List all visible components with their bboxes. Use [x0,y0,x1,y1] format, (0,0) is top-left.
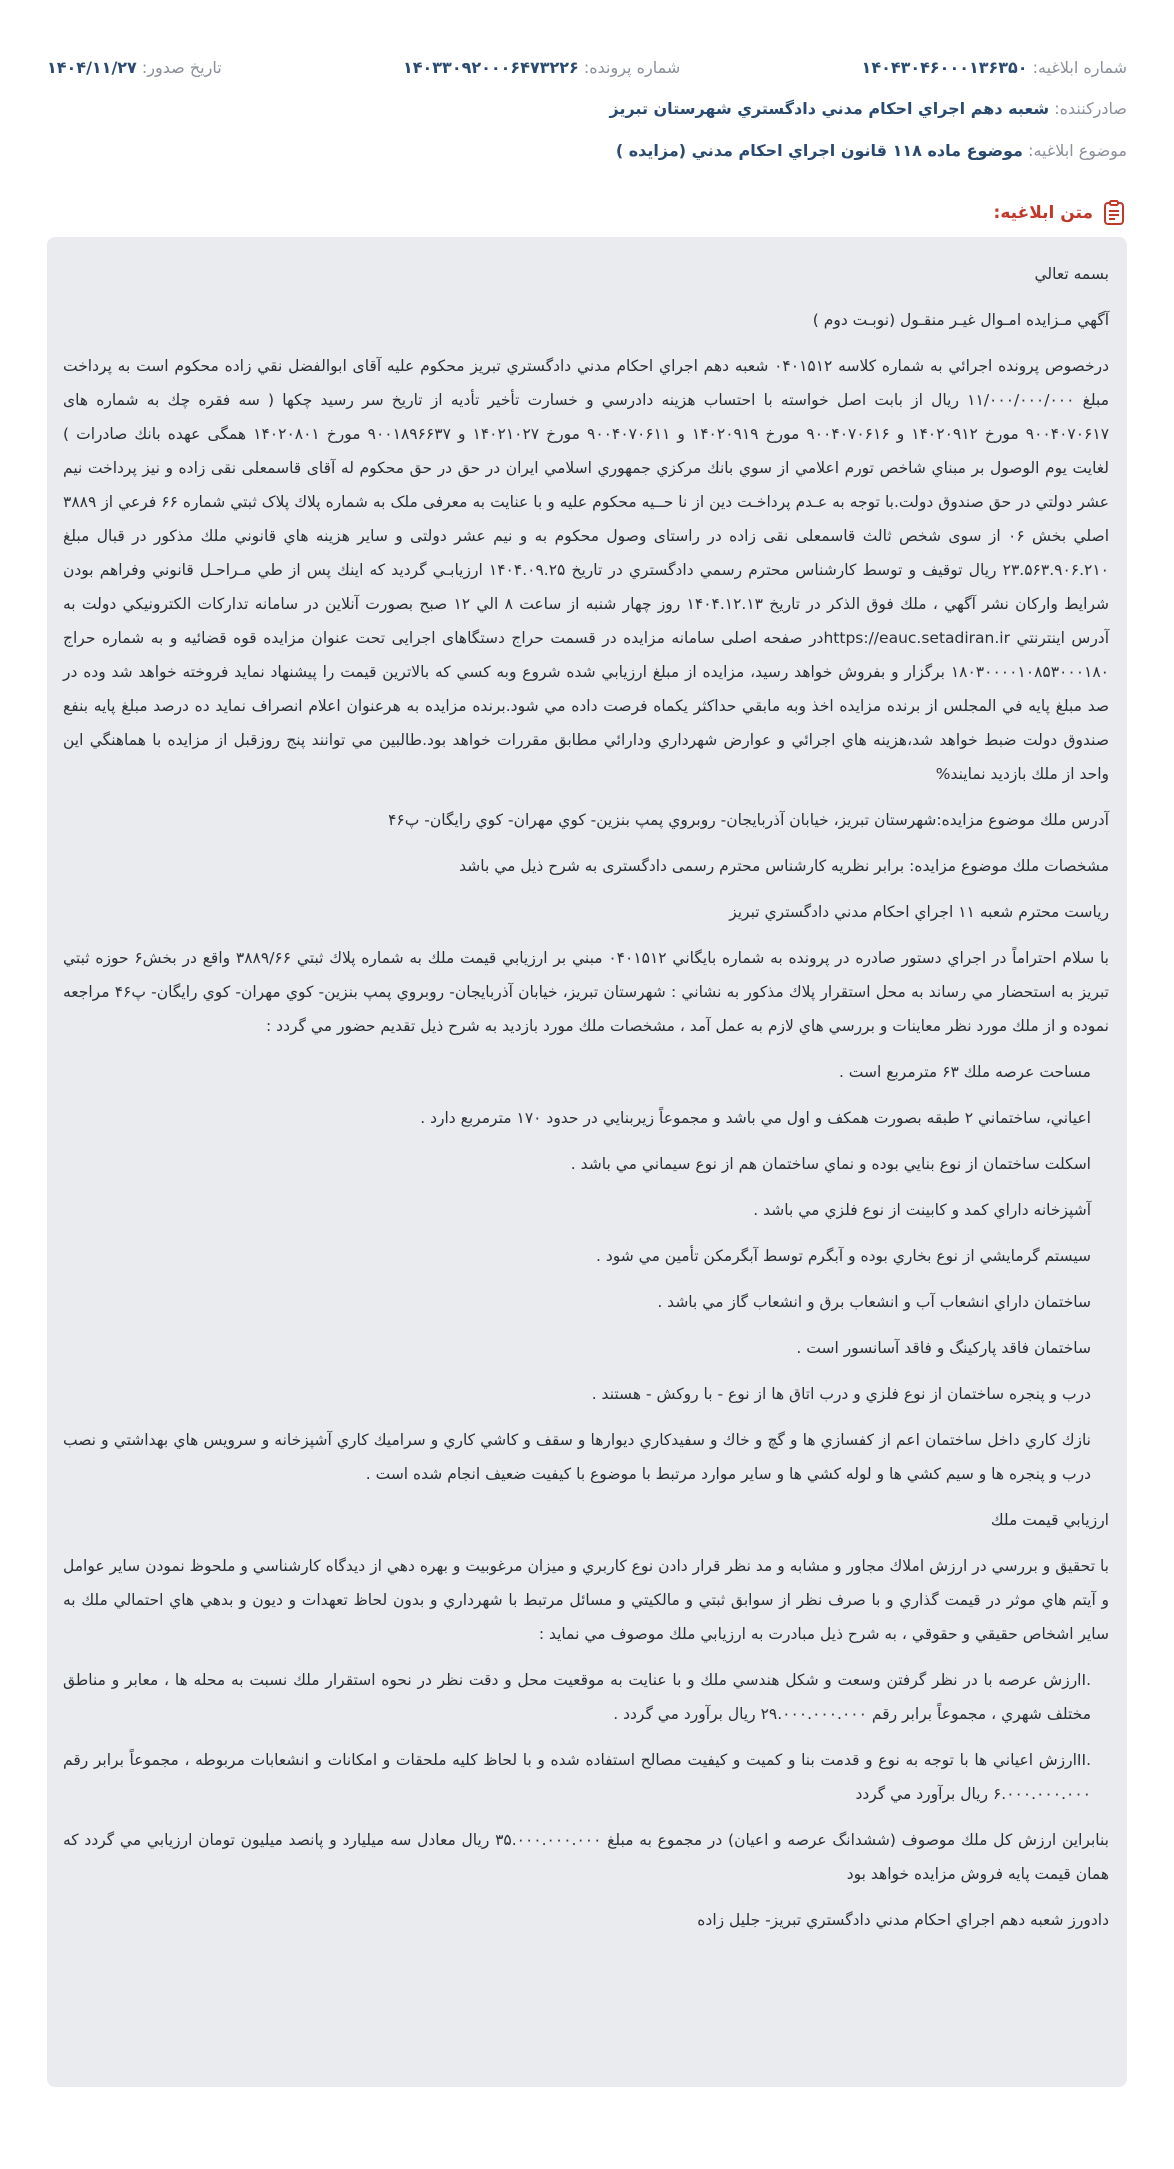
paragraph: درخصوص پرونده اجرائي به شماره كلاسه ۰۴۰۱۵۱۲ شعبه دهم اجراي احكام مدني دادگستري تبريز محکوم علیه آقای ابوالفضل نقي زاده محكوم است به پرداخت مبلغ ۱۱/۰۰۰/۰۰۰/۰۰۰ ريال از بابت اصل خواسته با احتساب هزينه دادرسي و خسارت تأخير تأديه از تاريخ سر رسيد چكها ( سه فقره چك به شماره های ۹۰۰۴۰۷۰۶۱۷ مورخ ۱۴۰۲۰۹۱۲ و ۹۰۰۴۰۷۰۶۱۶ مورخ ۱۴۰۲۰۹۱۹ و ۹۰۰۴۰۷۰۶۱۱ مورخ ۱۴۰۲۱۰۲۷ و ۹۰۰۱۸۹۶۶۳۷ مورخ ۱۴۰۲۰۸۰۱ همگی عهده بانك صادرات ) لغايت يوم الوصول بر مبناي شاخص تورم اعلامي از سوي بانك مركزي جمهوري اسلامي ايران در حق در حق محکوم له آقای قاسمعلی نقی زاده و نيز پرداخت نيم عشر دولتي در حق صندوق دولت.با توجه به عـدم پرداخـت دين از نا حــيه محكوم عليه و با عنايت به معرفی ملک به شماره پلاك پلاک ثبتي شماره ۶۶ فرعي از ۳۸۸۹ اصلي بخش ۰۶ از سوی شخص ثالث قاسمعلی نقی زاده در راستای وصول محکوم به و نیم عشر دولتی و ساير هزينه هاي قانوني ملك مذكور در قبال مبلغ ۲۳.۵۶۳.۹۰۶.۲۱۰ ريال توقيف و توسط كارشناس محترم رسمي دادگستري در تاريخ ۱۴۰۴.۰۹.۲۵ ارزيابـي گرديد كه اينك پس از طي مـراحـل قانوني وفراهم بودن شرايط واركان نشر آگهي ، ملك فوق الذكر در تاريخ ۱۴۰۴.۱۲.۱۳ روز چهار شنبه از ساعت ۸ الي ۱۲ صبح بصورت آنلاين در سامانه تداركات الكترونيكي دولت به آدرس اينترنتي https://eauc.setadiran.irدر صفحه اصلی سامانه مزایده در قسمت حراج دستگاهای اجرایی تحت عنوان مزايده قوه قضائيه و به شماره حراج ۱۸۰۳۰۰۰۰۱۰۸۵۳۰۰۰۱۸۰ برگزار و بفروش خواهد رسيد، مزايده از مبلغ ارزيابي شده شروع وبه كسي كه بالاترين قيمت را پيشنهاد نمايد فروخته خواهد شد وده در صد مبلغ پايه في المجلس از برنده مزايده اخذ وبه مابقي حداكثر يكماه فرصت داده مي شود.برنده مزايده به هرعنوان اعلام انصراف نمايد ده درصد مبلغ پايه بنفع صندوق دولت ضبط خواهد شد،هزينه هاي اجرائي و عوارض شهرداري ودارائي مطابق مقررات خواهد بود.طالبين مي توانند پنج روزقبل از مزايده با هماهنگي اين واحد از ملك بازديد نمايند% [63,357,1110,783]
spec-item: ساختمان فاقد پاركينگ و فاقد آسانسور است . [796,1339,1091,1357]
paragraph: بسمه تعالي [1034,265,1109,283]
issue-date-label: تاریخ صدور: [141,58,222,77]
paragraph: رياست محترم شعبه ۱۱ اجراي احكام مدني دادگستري تبريز [729,903,1109,921]
paragraph: مشخصات ملك موضوع مزايده: برابر نظريه كارشناس محترم رسمی دادگستری به شرح ذيل مي باشد [459,857,1109,875]
spec-item: آشپزخانه داراي كمد و كابينت از نوع فلزي مي باشد . [753,1201,1091,1219]
notice-heading-label: متن ابلاغیه: [993,203,1093,223]
sender-label: صادرکننده: [1054,99,1127,118]
sender-row [47,97,1127,121]
case-number: ۱۴۰۳۳۰۹۲۰۰۰۶۴۷۳۲۲۶ [402,58,579,77]
signature-line: دادورز شعبه دهم اجراي احكام مدني دادگستري تبريز- جليل زاده [697,1911,1109,1929]
spec-item: درب و پنجره ساختمان از نوع فلزي و درب اتاق ها از نوع - با روكش - هستند . [591,1385,1091,1403]
issue-date: ۱۴۰۴/۱۱/۲۷ [47,58,137,77]
subject-label: موضوع ابلاغیه: [1028,141,1127,160]
header-meta-row [47,56,1127,80]
sender-value: شعبه دهم اجراي احكام مدني دادگستري شهرستان تبريز [609,99,1050,118]
valuation-item: .Iارزش عرصه با در نظر گرفتن وسعت و شكل هندسي ملك و با عنايت به موقعيت محل و دقت نظر در نحوه استقرار ملك نسبت به محله ها ، معابر و مناطق مختلف شهري ، مجموعاً برابر رقم ۲۹.۰۰۰.۰۰۰.۰۰۰ ريال برآورد مي گردد . [63,1671,1091,1723]
notice-number: ۱۴۰۴۳۰۴۶۰۰۰۱۳۶۳۵۰ [861,58,1028,77]
paragraph: بنابراين ارزش كل ملك موصوف (ششدانگ عرصه و اعيان) در مجموع به مبلغ ۳۵.۰۰۰.۰۰۰.۰۰۰ ريال معادل سه ميليارد و پانصد ميليون تومان ارزيابي مي گردد كه همان قيمت پايه فروش مزايده خواهد بود [63,1831,1109,1883]
valuation-item: .IIارزش اعياني ها با توجه به نوع و قدمت بنا و كميت و كيفيت مصالح استفاده شده و با لحاظ كليه ملحقات و امكانات و انشعابات مربوطه ، مجموعاً برابر رقم ۶.۰۰۰.۰۰۰.۰۰۰ ريال برآورد مي گردد [63,1751,1091,1803]
case-number-block [403,56,680,80]
spec-item: اسكلت ساختمان از نوع بنايي بوده و نماي ساختمان هم از نوع سيماني مي باشد . [570,1155,1091,1173]
spec-item: اعياني، ساختماني ۲ طبقه بصورت همكف و اول مي باشد و مجموعاً زيربنايي در حدود ۱۷۰ مترمربع دارد . [420,1109,1091,1127]
paragraph: با تحقيق و بررسي در ارزش املاك مجاور و مشابه و مد نظر قرار دادن نوع كاربري و ميزان مرغوبيت و بهره دهي از ديدگاه كارشناسي و ملحوظ نمودن ساير عوامل و آيتم هاي موثر در قيمت گذاري و با صرف نظر از سوابق ثبتي و مالكيتي و مسائل مرتبط با شهرداري و بدون لحاظ تعهدات و ديون و بدهي هاي احتمالي ملك به ساير اشخاص حقيقي و حقوقي ، به شرح ذيل مبادرت به ارزيابي ملك موصوف مي نمايد : [63,1557,1109,1643]
spec-item: نازك كاري داخل ساختمان اعم از كفسازي ها و گچ و خاك و سفيدكاري ديوارها و سقف و كاشي كاري و سراميك كاري آشپزخانه و سرويس هاي بهداشتي و نصب درب و پنجره ها و سيم كشي ها و لوله كشي ها و ساير موارد مرتبط با موضوع با كيفيت ضعيف انجام شده است . [63,1431,1091,1483]
notice-number-block [862,56,1127,80]
paragraph: آگهي مـزايده امـوال غيـر منقـول (نوبـت دوم ) [812,311,1109,329]
case-number-label: شماره پرونده: [583,58,681,77]
document-list-icon [1101,200,1127,226]
paragraph: با سلام احتراماً در اجراي دستور صادره در پرونده به شماره بايگاني ۰۴۰۱۵۱۲ مبني بر ارزيابي قيمت ملك به شماره پلاك ثبتي ۳۸۸۹/۶۶ واقع در بخش۶ حوزه ثبتي تبريز به استحضار مي رساند به محل استقرار پلاك مذكور به نشاني : شهرستان تبريز، خيابان آذربايجان- روبروي پمپ بنزين- كوي مهران- كوي رايگان- پ۴۶ مراجعه نموده و از ملك مورد نظر معاينات و بررسي هاي لازم به عمل آمد ، مشخصات ملك مورد بازديد به شرح ذيل تقديم حضور مي گردد : [63,949,1109,1035]
spec-item: سيستم گرمايشي از نوع بخاري بوده و آبگرم توسط آبگرمكن تأمين مي شود . [595,1247,1091,1265]
subject-row [47,139,1127,163]
notice-number-label: شماره ابلاغیه: [1032,58,1127,77]
spec-item: ساختمان داراي انشعاب آب و انشعاب برق و انشعاب گاز مي باشد . [657,1293,1091,1311]
paragraph: ارزيابي قيمت ملك [990,1511,1109,1529]
subject-value: موضوع ماده ۱۱۸ قانون اجراي احكام مدني (مزايده ) [615,141,1023,160]
spec-item: مساحت عرصه ملك ۶۳ مترمربع است . [838,1063,1091,1081]
notice-heading [994,200,1127,226]
issue-date-block [47,56,222,80]
notice-content [47,237,1127,2087]
paragraph: آدرس ملك موضوع مزايده:شهرستان تبريز، خيابان آذربايجان- روبروي پمپ بنزين- كوي مهران- كوي رايگان- پ۴۶ [388,811,1109,829]
